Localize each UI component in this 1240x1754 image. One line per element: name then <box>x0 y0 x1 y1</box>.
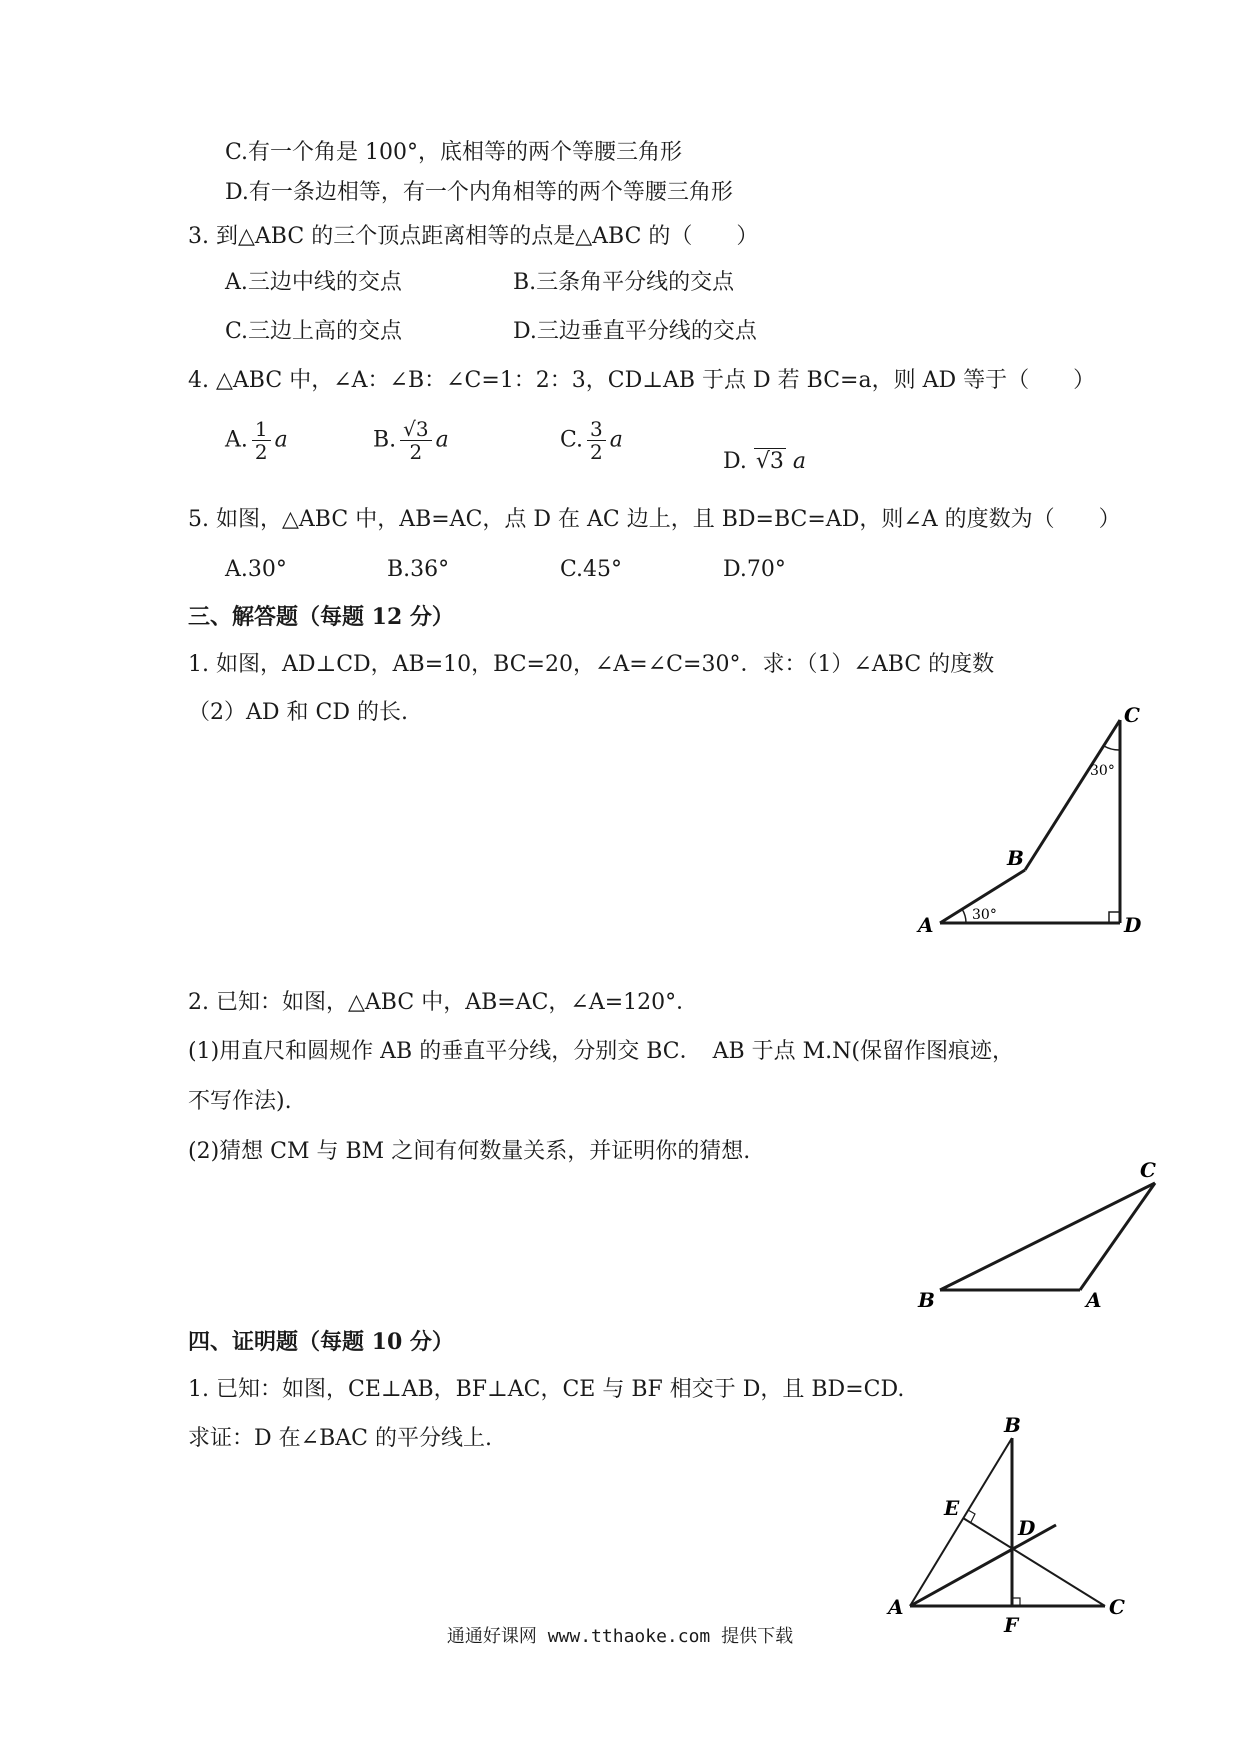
fig3-label-a: A <box>888 1595 904 1619</box>
fig2-label-a: A <box>1086 1288 1102 1312</box>
fig1-label-c: C <box>1124 703 1140 727</box>
q2-option-d: D.有一条边相等，有一个内角相等的两个等腰三角形 <box>225 180 733 205</box>
fig3-label-c: C <box>1109 1595 1125 1619</box>
figure-3 <box>880 1410 1140 1640</box>
q4-option-c-numerator: 3 <box>587 418 606 441</box>
s3-p2-line2: (1)用直尺和圆规作 AB 的垂直平分线，分别交 BC． AB 于点 M.N(保留作图痕迹， <box>188 1039 1015 1064</box>
q4-option-b-numerator: √3 <box>400 418 431 441</box>
q4-option-c-denominator: 2 <box>590 440 603 464</box>
fig3-side-ab <box>910 1438 1012 1606</box>
fig1-right-angle-mark <box>1109 912 1120 923</box>
q4-option-a <box>225 418 288 463</box>
q2-option-c: C.有一个角是 100°，底相等的两个等腰三角形 <box>225 140 683 165</box>
q4-option-a-var: a <box>274 427 288 453</box>
s3-p2-line3: 不写作法). <box>188 1089 292 1114</box>
fig3-label-e: E <box>944 1496 960 1520</box>
section3-title: 三、解答题（每题 12 分） <box>188 604 454 630</box>
fig3-label-b: B <box>1004 1413 1021 1437</box>
section4-title: 四、证明题（每题 10 分） <box>188 1329 454 1355</box>
figure-2 <box>910 1155 1170 1315</box>
q4-option-b <box>373 418 449 463</box>
q4-option-a-denominator: 2 <box>254 440 268 464</box>
s3-p1-line2: （2）AD 和 CD 的长. <box>188 700 408 725</box>
q4-stem: 4. △ABC 中，∠A：∠B：∠C=1：2：3，CD⊥AB 于点 D 若 BC=a，则 AD 等于（ ） <box>188 368 1096 393</box>
s3-p1-line1: 1. 如图，AD⊥CD，AB=10，BC=20，∠A=∠C=30°．求：（1）∠ABC 的度数 <box>188 652 995 677</box>
figure-1 <box>910 700 1150 950</box>
q4-option-b-denominator: 2 <box>409 440 423 464</box>
q4-option-c <box>560 418 623 463</box>
fig1-label-b: B <box>1007 846 1024 870</box>
q3-stem: 3. 到△ABC 的三个顶点距离相等的点是△ABC 的（ ） <box>188 224 759 249</box>
q4-option-b-fraction <box>400 418 431 463</box>
q3-option-d: D.三边垂直平分线的交点 <box>513 319 757 344</box>
q5-option-d: D.70° <box>723 557 786 582</box>
fig3-label-f: F <box>1004 1613 1019 1637</box>
fig3-right-angle-e <box>968 1510 975 1522</box>
q4-option-a-label: A. <box>225 427 248 453</box>
fig2-side-ac <box>1080 1183 1155 1290</box>
q4-option-d-var: a <box>792 449 806 474</box>
q4-option-d-root: √3 <box>755 449 784 474</box>
fig1-angle-label-a: 30° <box>972 907 997 923</box>
q4-option-a-fraction <box>252 418 271 463</box>
q4-option-c-fraction <box>587 418 606 463</box>
q5-stem: 5. 如图，△ABC 中，AB=AC，点 D 在 AC 边上，且 BD=BC=AD，则∠A 的度数为（ ） <box>188 507 1121 532</box>
fig1-angle-label-c: 30° <box>1090 763 1115 779</box>
s4-p1-line1: 1. 已知：如图，CE⊥AB，BF⊥AC，CE 与 BF 相交于 D，且 BD=CD. <box>188 1377 905 1402</box>
q4-option-d <box>723 447 806 477</box>
s4-p1-line2: 求证：D 在∠BAC 的平分线上. <box>188 1426 492 1451</box>
fig1-label-d: D <box>1124 913 1142 937</box>
q5-option-a: A.30° <box>225 557 287 582</box>
q3-option-c: C.三边上高的交点 <box>225 319 403 344</box>
s3-p2-line4: (2)猜想 CM 与 BM 之间有何数量关系，并证明你的猜想. <box>188 1139 751 1164</box>
q3-option-b: B.三条角平分线的交点 <box>513 270 735 295</box>
q4-option-a-numerator: 1 <box>252 418 271 441</box>
fig3-label-d: D <box>1018 1516 1036 1540</box>
q4-option-b-var: a <box>435 427 449 453</box>
fig1-label-a: A <box>918 913 934 937</box>
fig2-side-bc <box>940 1183 1155 1290</box>
s3-p2-line1: 2. 已知：如图，△ABC 中，AB=AC，∠A=120°． <box>188 990 699 1015</box>
q3-option-a: A.三边中线的交点 <box>225 270 402 295</box>
fig1-angle-arc-a <box>962 909 966 923</box>
fig1-angle-arc-c <box>1104 746 1120 750</box>
q4-option-d-label: D. <box>723 449 747 474</box>
page-footer: 通通好课网 www.tthaoke.com 提供下载 <box>446 1626 794 1647</box>
q4-option-b-label: B. <box>373 427 397 453</box>
q5-option-b: B.36° <box>387 557 450 582</box>
q4-option-c-var: a <box>609 427 623 453</box>
fig1-side-bc <box>1025 720 1120 870</box>
q5-option-c: C.45° <box>560 557 623 582</box>
q4-option-c-label: C. <box>560 427 584 453</box>
fig2-label-b: B <box>918 1288 935 1312</box>
fig2-label-c: C <box>1140 1158 1156 1182</box>
